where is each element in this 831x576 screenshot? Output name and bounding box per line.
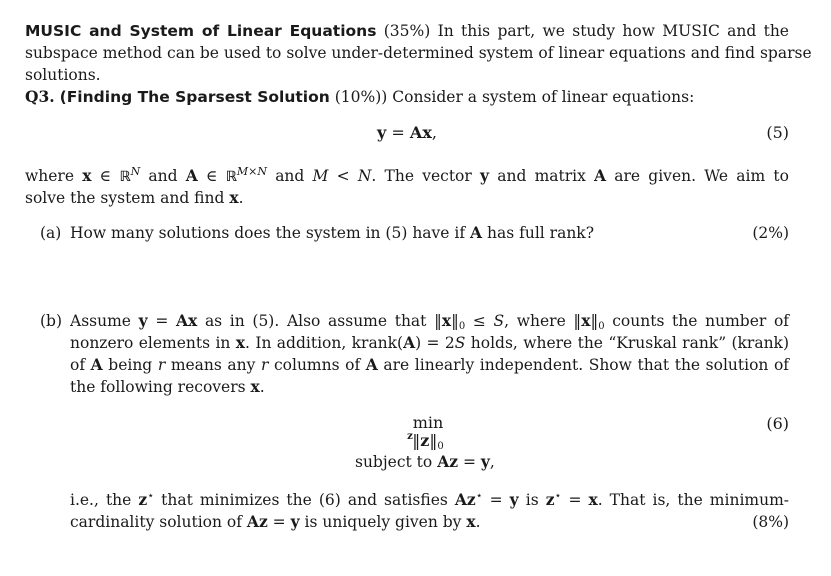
section-title: MUSIC and System of Linear Equations	[25, 22, 377, 40]
intro-line-2: subspace method can be used to solve under-determined system of linear equations and find sparse	[25, 44, 812, 62]
question-text: Consider a system of linear equations:	[392, 88, 695, 106]
where-line-2: solve the system and find x.	[25, 188, 244, 207]
conclusion-line-2: cardinality solution of Az = y is uniquely given by x.	[70, 512, 481, 531]
equation-6-number: (6)	[766, 414, 789, 433]
question-heading: Q3. (Finding The Sparsest Solution (10%)) Consider a system of linear equations:	[25, 87, 695, 106]
part-a-marks: (2%)	[752, 224, 789, 242]
equation-6-objective: $\min ‖z‖_0$	[412, 413, 444, 452]
equation-5-number: (5)	[766, 123, 789, 142]
part-b-label: (b)	[40, 312, 63, 330]
question-weight: (10%)	[334, 88, 382, 106]
part-a-label: (a)	[40, 224, 62, 242]
conclusion-line-1: i.e., the z⋆ that minimizes the (6) and satisfies Az⋆ = y is z⋆ = x. That is, the minimum-	[70, 489, 790, 509]
equation-5: y = Ax,	[377, 123, 437, 142]
where-line-1: where x ∈ ℝ$^N$ and A ∈ ℝ$^{M\times N}$ and M < N. The vector y and matrix A are given. We aim to	[25, 165, 789, 185]
part-b-line-3: of A being r means any r columns of A are linearly independent. Show that the solution of	[70, 355, 790, 374]
section-weight: (35%)	[383, 22, 431, 40]
equation-6-constraint: subject to Az = y,	[355, 452, 495, 471]
equation-6-min-subscript: z	[407, 431, 413, 442]
part-a-text: How many solutions does the system in (5) have if A has full rank?	[70, 223, 595, 242]
part-b-line-1: Assume y = Ax as in (5). Also assume that $‖x‖_0 \le S$, where $‖x‖_0$ counts the number of	[70, 311, 790, 332]
part-b-marks: (8%)	[752, 513, 789, 531]
intro-line-1: MUSIC and System of Linear Equations (35%) In this part, we study how MUSIC and the	[25, 22, 789, 40]
question-title: Finding The Sparsest Solution	[66, 88, 330, 106]
question-label: Q3.	[25, 87, 55, 106]
part-b-line-2: nonzero elements in x. In addition, krank(A) = 2S holds, where the “Kruskal rank” (krank)	[70, 333, 789, 352]
part-b-line-4: the following recovers x.	[70, 377, 265, 396]
intro-line-3: solutions.	[25, 66, 101, 84]
